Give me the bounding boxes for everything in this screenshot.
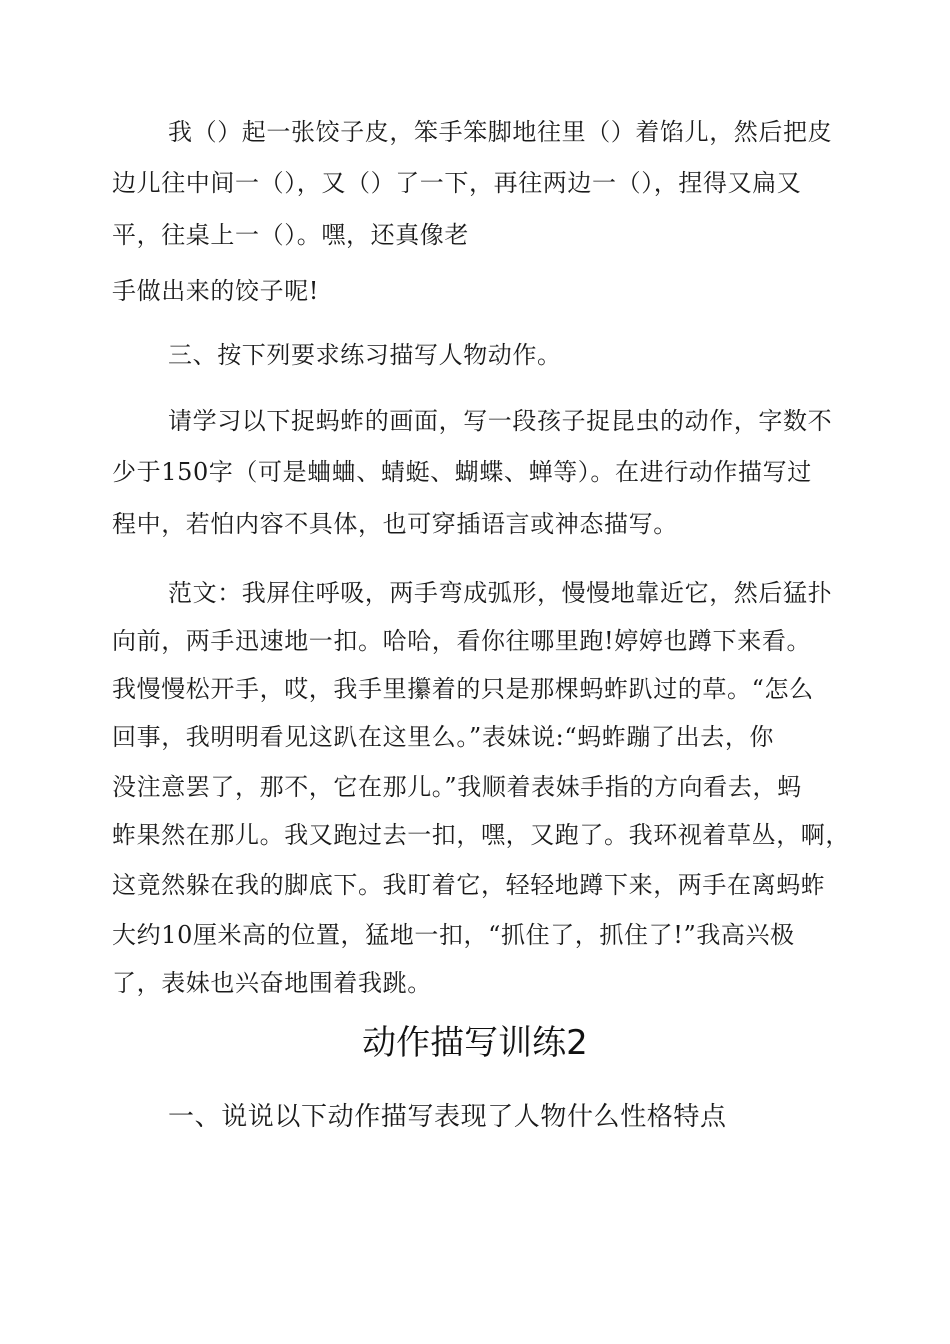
- paragraph-line: 我（）起一张饺子皮，笨手笨脚地往里（）着馅儿，然后把皮: [168, 118, 833, 146]
- paragraph-line: 程中，若怕内容不具体，也可穿插语言或神态描写。: [112, 510, 678, 538]
- sample-essay-line: 向前，两手迅速地一扣。哈哈，看你往哪里跑!婷婷也蹲下来看。: [112, 627, 812, 655]
- sample-essay-line: 回事，我明明看见这趴在这里么。”表妹说:“蚂蚱蹦了出去，你: [112, 723, 775, 751]
- sample-essay-line: 了，表妹也兴奋地围着我跳。: [112, 969, 432, 997]
- paragraph-line: 平，往桌上一（）。嘿，还真像老: [112, 221, 469, 249]
- sample-essay-line: 这竟然躲在我的脚底下。我盯着它，轻轻地蹲下来，两手在离蚂蚱: [112, 871, 826, 899]
- section-heading-one: 一、说说以下动作描写表现了人物什么性格特点: [168, 1102, 727, 1132]
- page-title: 动作描写训练2: [362, 1023, 588, 1063]
- sample-essay-line: 大约10厘米高的位置，猛地一扣，“抓住了，抓住了!”我高兴极: [112, 921, 795, 949]
- sample-essay-line: 没注意罢了，那不，它在那儿。”我顺着表妹手指的方向看去，蚂: [112, 773, 802, 801]
- paragraph-line: 请学习以下捉蚂蚱的画面，写一段孩子捉昆虫的动作，字数不: [168, 407, 833, 435]
- sample-essay-line: 我慢慢松开手，哎，我手里攥着的只是那棵蚂蚱趴过的草。“怎么: [112, 675, 814, 703]
- paragraph-line: 边儿往中间一（），又（）了一下，再往两边一（），捏得又扁又: [112, 169, 802, 197]
- sample-essay-line: 范文：我屏住呼吸，两手弯成弧形，慢慢地靠近它，然后猛扑: [168, 579, 833, 607]
- paragraph-line: 少于150字（可是蛐蛐、蜻蜓、蝴蝶、蝉等）。在进行动作描写过: [112, 458, 812, 486]
- paragraph-line: 手做出来的饺子呢!: [112, 277, 320, 305]
- sample-essay-line: 蚱果然在那儿。我又跑过去一扣，嘿，又跑了。我环视着草丛，啊，: [112, 821, 850, 849]
- section-heading-three: 三、按下列要求练习描写人物动作。: [168, 341, 562, 369]
